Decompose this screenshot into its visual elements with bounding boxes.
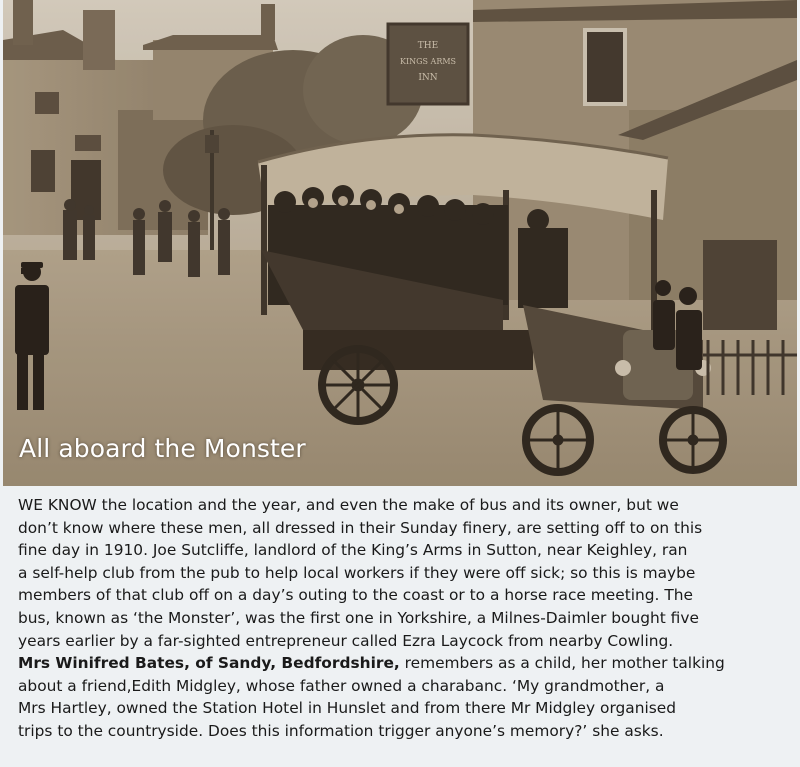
- article-line: about a friend,Edith Midgley, whose father owned a charabanc. ‘My grandmother, a: [18, 676, 665, 695]
- article-line: members of that club off on a day’s outing to the coast or to a horse race meeting. The: [18, 586, 693, 605]
- inn-sign-line-1: THE: [417, 41, 439, 51]
- archive-photo: [3, 0, 797, 486]
- article-line: fine day in 1910. Joe Sutcliffe, landlord of the King’s Arms in Sutton, near Keighley, ran: [18, 541, 688, 560]
- photo-caption: All aboard the Monster: [19, 434, 306, 463]
- article-text: [18, 494, 790, 743]
- charabanc-photo-illustration: [3, 0, 797, 486]
- reader-name: Mrs Winifred Bates, of Sandy, Bedfordshire,: [18, 654, 400, 673]
- inn-sign-line-3: INN: [418, 73, 438, 83]
- article-line: Mrs Hartley, owned the Station Hotel in Hunslet and from there Mr Midgley organised: [18, 699, 676, 718]
- article-line: a self-help club from the pub to help local workers if they were off sick; so this is maybe: [18, 563, 696, 582]
- article-line: don’t know where these men, all dressed in their Sunday finery, are setting off to on this: [18, 518, 703, 537]
- article-line: years earlier by a far-sighted entrepreneur called Ezra Laycock from nearby Cowling.: [18, 631, 674, 650]
- article-line: trips to the countryside. Does this information trigger anyone’s memory?’ she asks.: [18, 721, 664, 740]
- article-line-reader: [18, 652, 790, 675]
- inn-sign-line-2: KINGS ARMS: [399, 57, 457, 66]
- article-line: bus, known as ‘the Monster’, was the first one in Yorkshire, a Milnes-Daimler bought five: [18, 608, 699, 627]
- article-line: WE KNOW the location and the year, and even the make of bus and its owner, but we: [18, 496, 679, 514]
- reader-line-rest: remembers as a child, her mother talking: [399, 654, 725, 673]
